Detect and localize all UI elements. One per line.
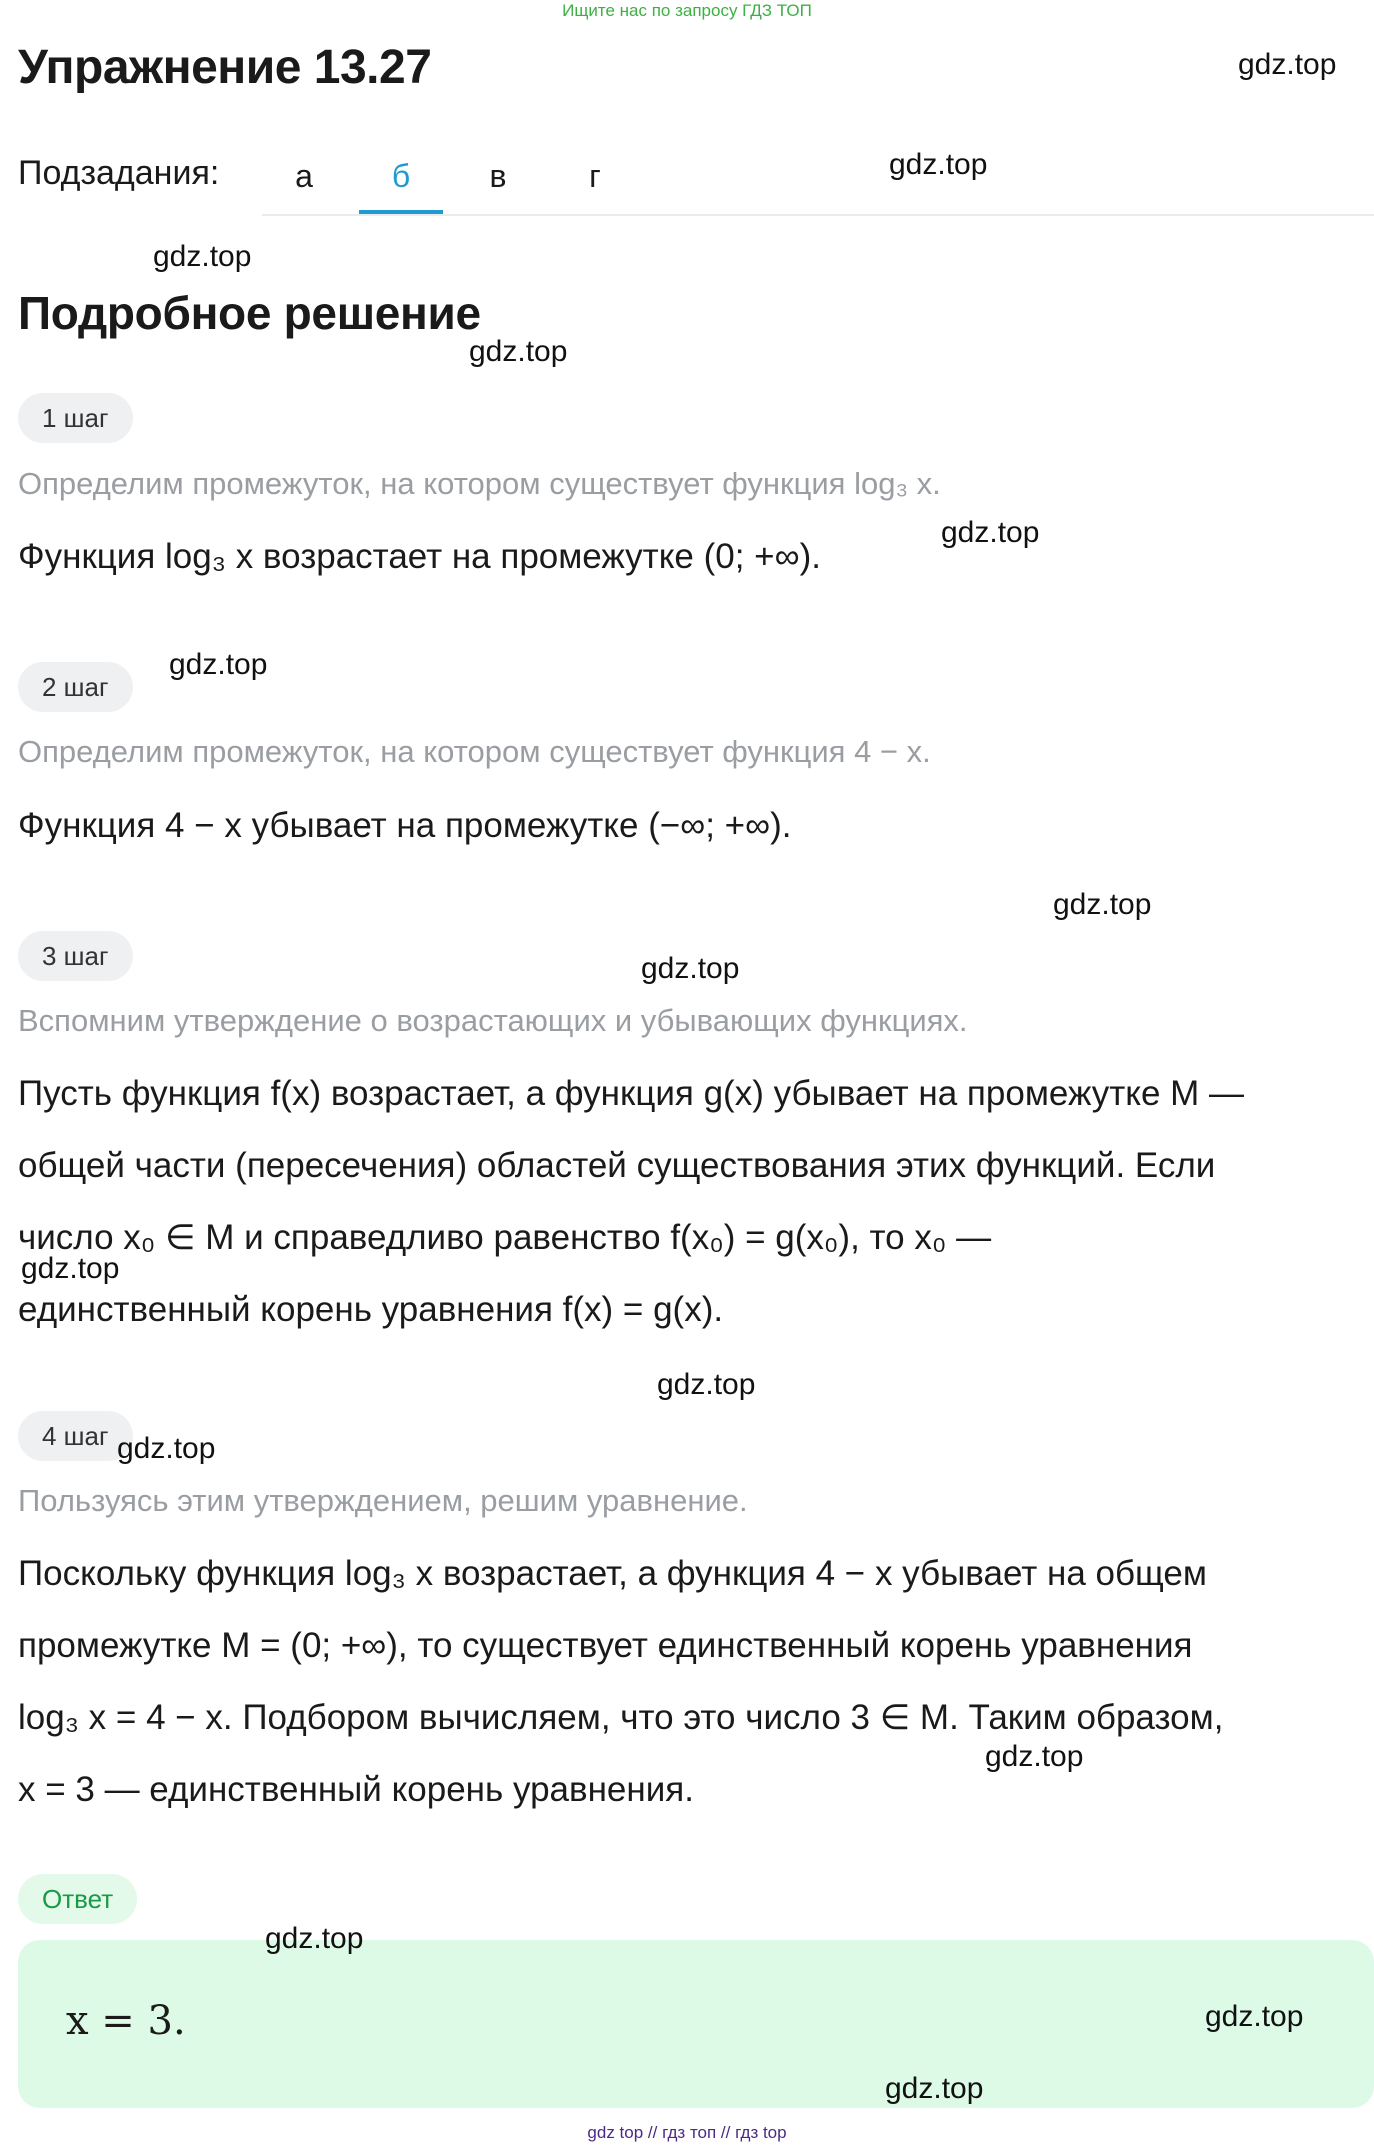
step-1-hint: Определим промежуток, на котором существует функция log₃ x. [18, 466, 941, 501]
step-2-hint: Определим промежуток, на котором существует функция 4 − x. [18, 734, 931, 769]
watermark: gdz.top [941, 516, 1040, 549]
watermark: gdz.top [1053, 888, 1152, 921]
step-2-text: Функция 4 − x убывает на промежутке (−∞; +∞). [18, 806, 792, 845]
watermark: gdz.top [265, 1922, 364, 1955]
step-1-text: Функция log₃ x возрастает на промежутке (0; +∞). [18, 537, 821, 576]
watermark: gdz.top [169, 648, 268, 681]
watermark: gdz.top [657, 1368, 756, 1401]
tab-g[interactable]: г [589, 158, 601, 194]
answer-badge: Ответ [18, 1874, 137, 1924]
answer-value: x = 3. [66, 1998, 186, 2044]
page-title: Упражнение 13.27 [18, 41, 432, 94]
answer-box [18, 1940, 1374, 2108]
step-3-line-1: Пусть функция f(x) возрастает, а функция g(x) убывает на промежутке M — [18, 1074, 1245, 1113]
solution-title: Подробное решение [18, 287, 481, 339]
step-1-badge: 1 шаг [18, 393, 133, 443]
step-3-line-4: единственный корень уравнения f(x) = g(x). [18, 1290, 724, 1329]
step-3-hint: Вспомним утверждение о возрастающих и убывающих функциях. [18, 1003, 968, 1038]
watermark: gdz.top [641, 952, 740, 985]
step-4-line-1: Поскольку функция log₃ x возрастает, а функция 4 − x убывает на общем [18, 1554, 1207, 1593]
step-3-line-3: число x₀ ∈ M и справедливо равенство f(x₀) = g(x₀), то x₀ — [18, 1218, 992, 1257]
step-3-badge: 3 шаг [18, 931, 133, 981]
step-4-line-4: x = 3 — единственный корень уравнения. [18, 1770, 694, 1809]
step-2-badge: 2 шаг [18, 662, 133, 712]
tab-v[interactable]: в [489, 158, 507, 194]
step-4-badge: 4 шаг [18, 1411, 133, 1461]
watermark: gdz.top [21, 1252, 120, 1285]
step-4-line-2: промежутке M = (0; +∞), то существует единственный корень уравнения [18, 1626, 1193, 1665]
watermark: gdz.top [985, 1740, 1084, 1773]
watermark: gdz.top [1205, 2000, 1304, 2033]
watermark: gdz.top [1238, 48, 1337, 81]
tab-b[interactable]: б [359, 140, 443, 214]
watermark: gdz.top [153, 240, 252, 273]
step-4-hint: Пользуясь этим утверждением, решим уравнение. [18, 1483, 748, 1518]
subtasks-label: Подзадания: [18, 154, 220, 192]
watermark: gdz.top [889, 148, 988, 181]
watermark: gdz.top [885, 2072, 984, 2105]
subtask-tabs [262, 140, 1374, 216]
watermark: gdz.top [117, 1432, 216, 1465]
footer-links[interactable]: gdz top // гдз топ // гдз top [587, 2123, 787, 2142]
watermark: gdz.top [469, 335, 568, 368]
step-4-line-3: log₃ x = 4 − x. Подбором вычисляем, что это число 3 ∈ M. Таким образом, [18, 1698, 1224, 1737]
step-3-line-2: общей части (пересечения) областей существования этих функций. Если [18, 1146, 1216, 1185]
tab-a[interactable]: а [295, 158, 313, 194]
top-banner: Ищите нас по запросу ГДЗ ТОП [562, 1, 812, 20]
